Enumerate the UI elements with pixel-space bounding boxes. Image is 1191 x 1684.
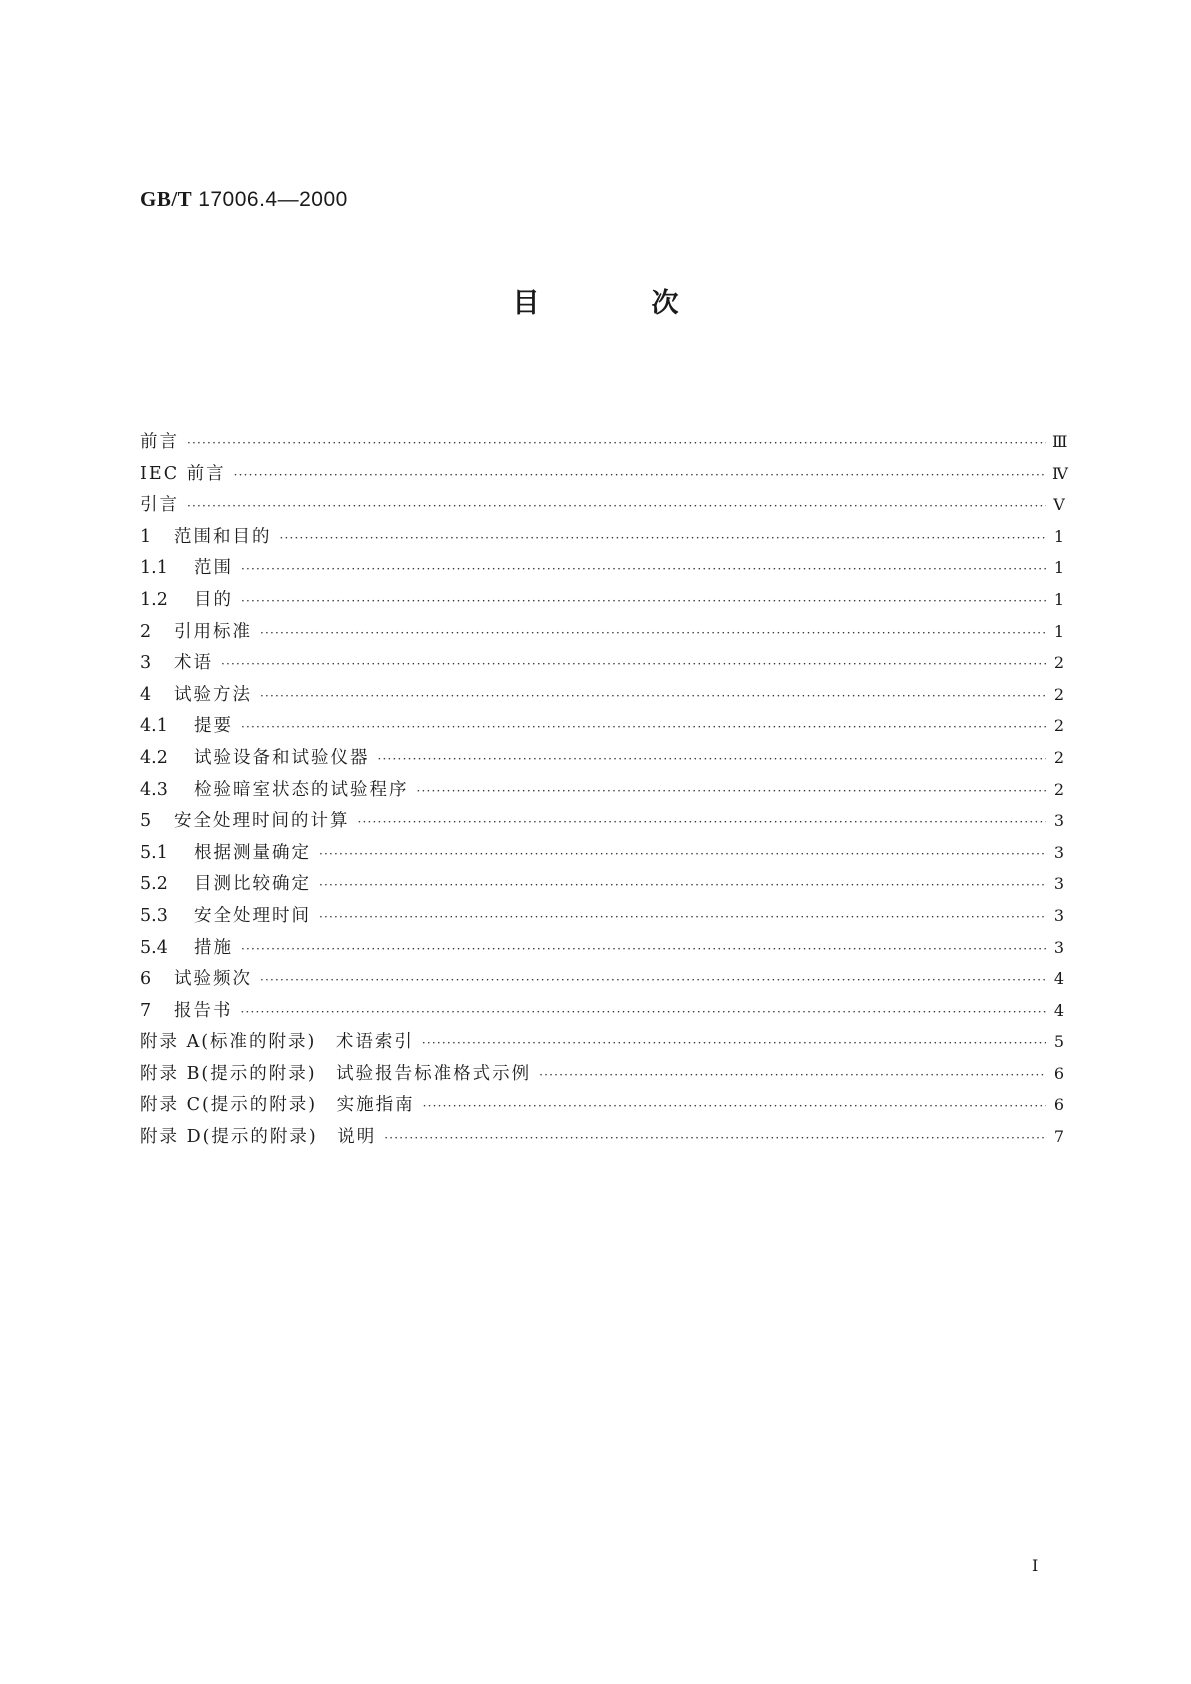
toc-entry-number: 5.2	[140, 874, 168, 895]
toc-leader	[319, 839, 1046, 871]
toc-entry-label: 措施	[194, 937, 233, 958]
toc-leader	[539, 1060, 1046, 1092]
toc-title-char-2: 次	[651, 288, 679, 319]
toc-title	[0, 281, 1191, 320]
toc-entry-page: 3	[1053, 874, 1065, 894]
toc-leader	[260, 681, 1046, 713]
toc-entry-number: 5	[140, 811, 152, 832]
toc-entry-label: 目的	[194, 589, 233, 610]
toc-entry-number: 2	[140, 621, 152, 642]
toc-entry[interactable]	[140, 679, 1066, 711]
page-number: Ⅰ	[1032, 1556, 1039, 1575]
toc-entry-number: 1.1	[140, 558, 168, 579]
standard-number: 17006.4—2000	[198, 188, 348, 211]
toc-entry-number: 4.2	[140, 747, 168, 768]
toc-entry-page: 3	[1053, 811, 1065, 831]
toc-entry-label: 安全处理时间	[194, 905, 311, 926]
toc-entry-label: 试验频次	[174, 969, 252, 990]
toc-entry[interactable]	[140, 647, 1066, 679]
toc-entry[interactable]	[140, 426, 1066, 458]
toc-entry-page: 1	[1053, 621, 1065, 641]
toc-entry[interactable]	[140, 995, 1066, 1027]
toc-entry-page: 2	[1053, 747, 1065, 767]
toc-leader	[319, 870, 1046, 902]
toc-entry[interactable]	[140, 616, 1066, 648]
toc-entry-appendix[interactable]	[140, 1026, 1066, 1058]
toc-entry-number: 4.3	[140, 779, 168, 800]
toc-entry-label: 报告书	[174, 1000, 233, 1021]
toc-entry-label: 提要	[194, 716, 233, 737]
toc-entry-page: 2	[1053, 779, 1065, 799]
standard-prefix: GB/T	[140, 187, 193, 211]
toc-entry-number: 1	[140, 526, 152, 547]
toc-leader	[280, 523, 1047, 555]
toc-leader	[241, 554, 1046, 586]
toc-entry-page: Ⅳ	[1052, 463, 1068, 483]
toc-entry-appendix[interactable]	[140, 1089, 1066, 1121]
toc-leader	[241, 934, 1046, 966]
toc-entry-label: 附录 A(标准的附录) 术语索引	[140, 1032, 414, 1053]
toc-entry-page: 3	[1053, 842, 1065, 862]
toc-entry[interactable]	[140, 963, 1066, 995]
toc-entry-number: 4.1	[140, 716, 168, 737]
toc-leader	[241, 712, 1046, 744]
toc-entry-page: 7	[1053, 1127, 1065, 1147]
toc-entry-number: 7	[140, 1000, 152, 1021]
toc-entry-label: IEC 前言	[140, 463, 226, 484]
toc-entry-number: 4	[140, 684, 152, 705]
toc-entry-label: 引用标准	[174, 621, 252, 642]
toc-leader	[241, 997, 1047, 1029]
toc-entry-page: 2	[1053, 684, 1065, 704]
toc-leader	[423, 1091, 1046, 1123]
toc-entry[interactable]	[140, 774, 1066, 806]
toc-entry-page: 6	[1053, 1095, 1065, 1115]
toc-entry[interactable]	[140, 521, 1066, 553]
toc-entry-appendix[interactable]	[140, 1121, 1066, 1153]
toc-leader	[234, 460, 1046, 492]
toc-entry-label: 引言	[140, 495, 179, 516]
toc-entry-label: 试验设备和试验仪器	[194, 747, 370, 768]
toc-entry[interactable]	[140, 900, 1066, 932]
toc-entry-page: 3	[1053, 905, 1065, 925]
toc-entry-number: 5.4	[140, 937, 168, 958]
toc-leader	[319, 902, 1046, 934]
toc-leader	[187, 428, 1046, 460]
toc-entry-number: 6	[140, 969, 152, 990]
toc-leader	[241, 586, 1046, 618]
toc-entry-page: 1	[1053, 526, 1065, 546]
toc-entry-page: 1	[1053, 558, 1065, 578]
toc-entry-label: 附录 D(提示的附录) 说明	[140, 1127, 377, 1148]
toc-title-char-1: 目	[512, 288, 540, 319]
toc-entry[interactable]	[140, 489, 1066, 521]
toc-leader	[260, 618, 1046, 650]
toc-entry-page: Ⅴ	[1053, 495, 1065, 515]
table-of-contents	[140, 426, 1066, 1153]
toc-entry[interactable]	[140, 805, 1066, 837]
standard-code	[140, 187, 348, 212]
toc-entry-page: 3	[1053, 937, 1065, 957]
toc-entry-page: 1	[1053, 589, 1065, 609]
toc-entry-number: 5.3	[140, 905, 168, 926]
toc-entry-label: 术语	[174, 653, 213, 674]
toc-leader	[384, 1123, 1046, 1155]
toc-entry-label: 目测比较确定	[194, 874, 311, 895]
toc-entry-appendix[interactable]	[140, 1058, 1066, 1090]
toc-entry-label: 范围和目的	[174, 526, 272, 547]
toc-entry-label: 前言	[140, 432, 179, 452]
toc-entry-label: 检验暗室状态的试验程序	[194, 779, 409, 800]
toc-entry-label: 根据测量确定	[194, 842, 311, 863]
toc-entry[interactable]	[140, 837, 1066, 869]
toc-entry[interactable]	[140, 710, 1066, 742]
toc-entry-page: 6	[1053, 1063, 1065, 1083]
toc-leader	[378, 744, 1047, 776]
toc-leader	[187, 491, 1046, 523]
toc-entry[interactable]	[140, 458, 1066, 490]
toc-entry-page: 4	[1053, 1000, 1065, 1020]
toc-entry[interactable]	[140, 868, 1066, 900]
toc-entry[interactable]	[140, 742, 1066, 774]
toc-entry-label: 附录 C(提示的附录) 实施指南	[140, 1095, 415, 1116]
toc-entry-page: 5	[1053, 1032, 1065, 1052]
toc-entry-label: 范围	[194, 558, 233, 579]
toc-entry-page: 2	[1053, 653, 1065, 673]
toc-entry-label: 附录 B(提示的附录) 试验报告标准格式示例	[140, 1063, 532, 1084]
toc-entry-page: 4	[1053, 969, 1065, 989]
toc-entry-label: 安全处理时间的计算	[174, 811, 350, 832]
toc-entry-page: 2	[1053, 716, 1065, 736]
toc-leader	[221, 649, 1046, 681]
toc-entry[interactable]	[140, 932, 1066, 964]
toc-entry-label: 试验方法	[174, 684, 252, 705]
toc-leader	[260, 965, 1046, 997]
toc-entry[interactable]	[140, 584, 1066, 616]
toc-entry-number: 5.1	[140, 842, 168, 863]
toc-leader	[417, 776, 1047, 808]
toc-entry[interactable]	[140, 552, 1066, 584]
toc-entry-number: 1.2	[140, 589, 168, 610]
toc-entry-number: 3	[140, 653, 152, 674]
toc-leader	[422, 1028, 1046, 1060]
toc-entry-page: Ⅲ	[1052, 432, 1068, 451]
toc-leader	[358, 807, 1047, 839]
